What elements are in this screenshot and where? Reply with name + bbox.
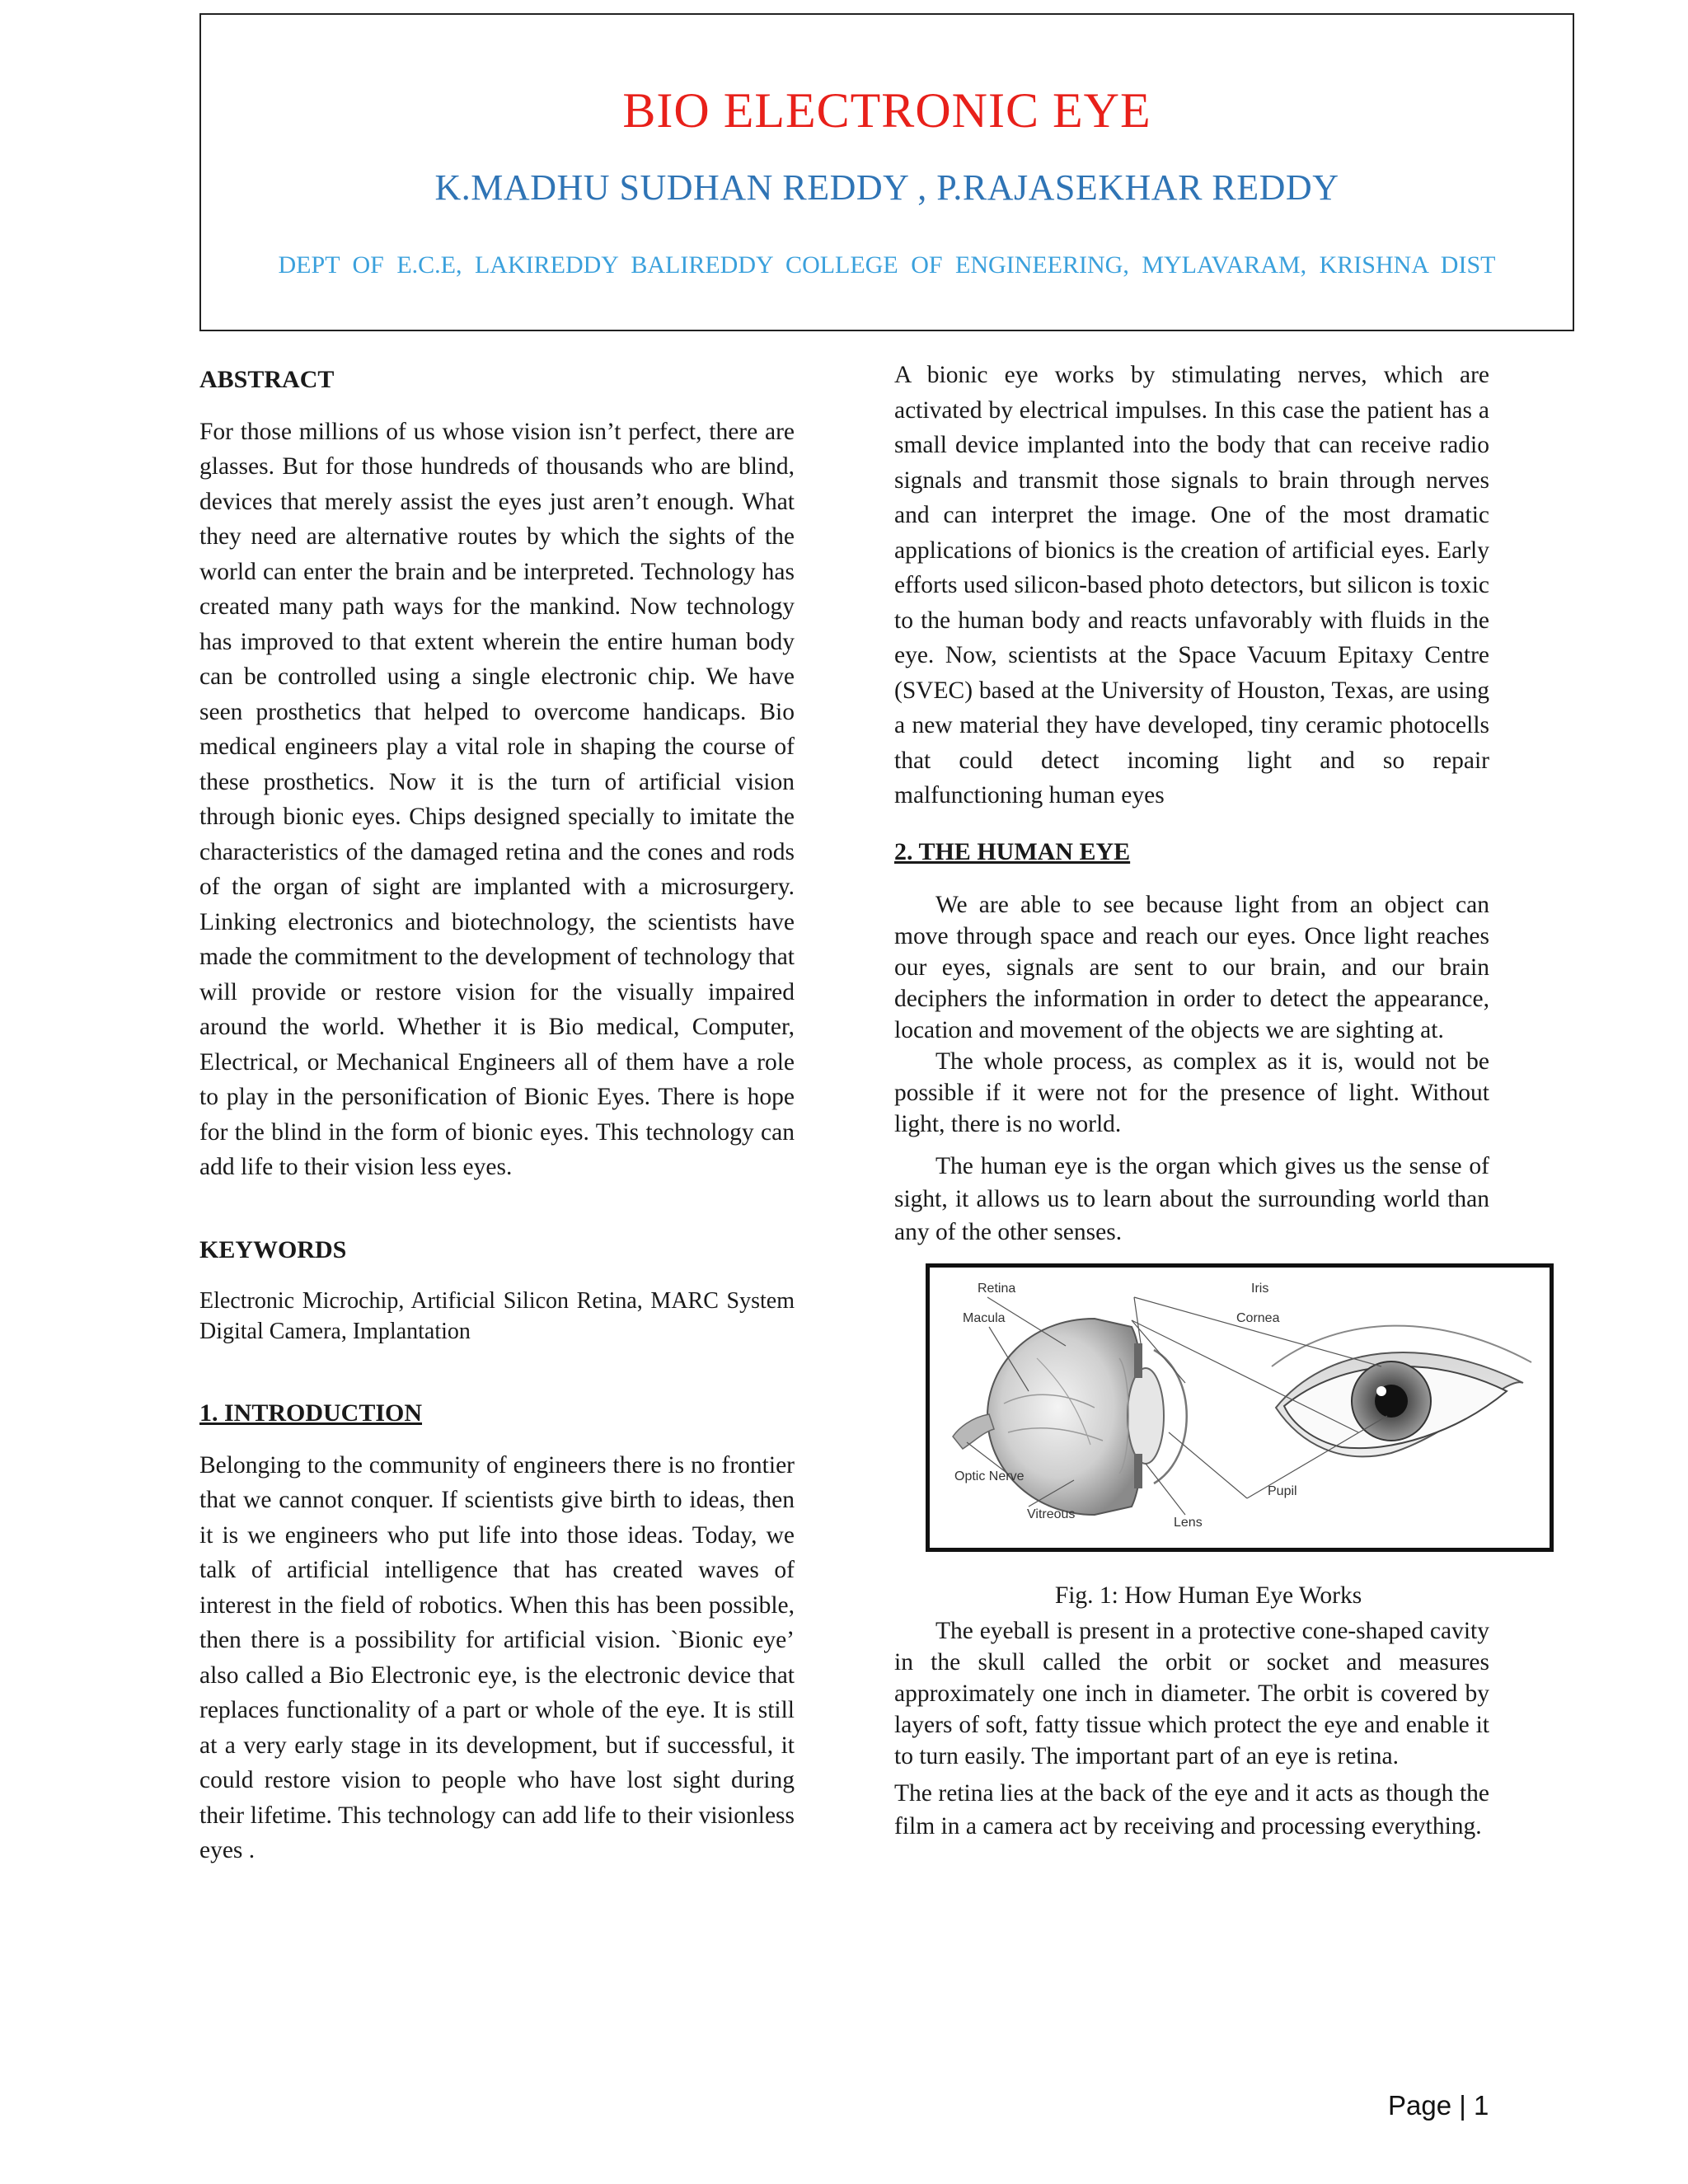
right-column bbox=[894, 358, 1489, 1843]
figure-caption: Fig. 1: How Human Eye Works bbox=[1054, 1582, 1362, 1609]
introduction-text: Belonging to the community of engineers there is no frontier that we cannot conquer. If scientists give birth to ideas, then it is we engineers who put life into those ideas. Today, we talk of artificial intelligence that has created waves of interest in the field of robotics. When this has been possible, then there is a possibility for artificial vision. `Bionic eye’ also called a Bio Electronic eye, is the electronic device that replaces functionality of a part or whole of the eye. It is still at a very early stage in its development, but if successful, it could restore vision to people who have lost sight during their lifetime. This technology can add life to their visionless eyes . bbox=[199, 1451, 795, 1863]
introduction-heading: 1. INTRODUCTION bbox=[199, 1399, 423, 1427]
retina-paragraph: The retina lies at the back of the eye and it acts as though the film in a camera act by receiving and processing everything. bbox=[894, 1779, 1489, 1840]
human-eye-paragraph-1: We are able to see because light from an object can move through space and reach our eyes. Once light reaches our eyes, signals are sent to our brain, and our brain deciphers the information in order to detect the appearance, location and movement of the objects we are sighting at. bbox=[894, 892, 1489, 1043]
human-eye-heading: 2. THE HUMAN EYE bbox=[894, 837, 1131, 865]
label-lens: Lens bbox=[1174, 1516, 1203, 1530]
title-block bbox=[199, 13, 1574, 331]
eye-anatomy-illustration bbox=[930, 1268, 1550, 1548]
keywords-text: Electronic Microchip, Artificial Silicon Retina, MARC System Digital Camera, Implantation bbox=[199, 1288, 795, 1344]
label-retina: Retina bbox=[978, 1282, 1016, 1296]
external-eye bbox=[1272, 1326, 1531, 1457]
keywords-heading: KEYWORDS bbox=[199, 1235, 347, 1263]
abstract-heading: ABSTRACT bbox=[199, 366, 335, 393]
human-eye-paragraph-2: The whole process, as complex as it is, would not be possible if it were not for the presence of light. Without light, there is no world. bbox=[894, 1048, 1489, 1137]
eyeball-cross-section bbox=[953, 1319, 1187, 1515]
left-column bbox=[199, 363, 795, 1868]
label-vitreous: Vitreous bbox=[1027, 1507, 1076, 1521]
label-macula: Macula bbox=[963, 1311, 1006, 1325]
label-optic-nerve: Optic Nerve bbox=[954, 1469, 1025, 1483]
label-pupil: Pupil bbox=[1268, 1484, 1297, 1498]
paper-affiliation: DEPT OF E.C.E, LAKIREDDY BALIREDDY COLLEGE OF ENGINEERING, MYLAVARAM, KRISHNA DIST bbox=[278, 251, 1496, 279]
eye-diagram-figure bbox=[926, 1263, 1554, 1552]
label-iris: Iris bbox=[1251, 1282, 1269, 1296]
paper-title: BIO ELECTRONIC EYE bbox=[622, 83, 1151, 138]
eyeball-paragraph: The eyeball is present in a protective cone-shaped cavity in the skull called the orbit or socket and measures approximately one inch in diameter. The orbit is covered by layers of soft, fatty tissue which protect the eye and enable it to turn easily. The important part of an eye is retina. bbox=[894, 1617, 1489, 1769]
bionic-eye-paragraph: A bionic eye works by stimulating nerves, which are activated by electrical impulses. In this case the patient has a small device implanted into the body that can receive radio signals and transmit those signals to brain through nerves and can interpret the image. One of the most dramatic applications of bionics is the creation of artificial eyes. Early efforts used silicon-based photo detectors, but silicon is toxic to the human body and reacts unfavorably with fluids in the eye. Now, scientists at the Space Vacuum Epitaxy Centre (SVEC) based at the University of Houston, Texas, are using a new material they have developed, tiny ceramic photocells that could detect incoming light and so repair malfunctioning human eyes bbox=[894, 362, 1489, 808]
paper-authors: K.MADHU SUDHAN REDDY , P.RAJASEKHAR REDDY bbox=[434, 167, 1339, 208]
label-cornea: Cornea bbox=[1236, 1311, 1280, 1325]
human-eye-paragraph-3: The human eye is the organ which gives us the sense of sight, it allows us to learn about the surrounding world than any of the other senses. bbox=[894, 1153, 1489, 1245]
abstract-text: For those millions of us whose vision isn’t perfect, there are glasses. But for those hundreds of thousands who are blind, devices that merely assist the eyes just aren’t enough. What they need are alternative routes by which the sights of the world can enter the brain and be interpreted. Technology has created many path ways for the mankind. Now technology has improved to that extent wherein the entire human body can be controlled using a single electronic chip. We have seen prosthetics that helped to overcome handicaps. Bio medical engineers play a vital role in shaping the course of these prosthetics. Now it is the turn of artificial vision through bionic eyes. Chips designed specially to imitate the characteristics of the damaged retina and the cones and rods of the organ of sight are implanted with a microsurgery. Linking electronics and biotechnology, the scientists have made the commitment to the development of technology that will provide or restore vision for the visually impaired around the world. Whether it is Bio medical, Computer, Electrical, or Mechanical Engineers all of them have a role to play in the personification of Bionic Eyes. There is hope for the blind in the form of bionic eyes. This technology can add life to their vision less eyes. bbox=[199, 418, 795, 1180]
page-number: Page | 1 bbox=[1388, 2090, 1489, 2121]
